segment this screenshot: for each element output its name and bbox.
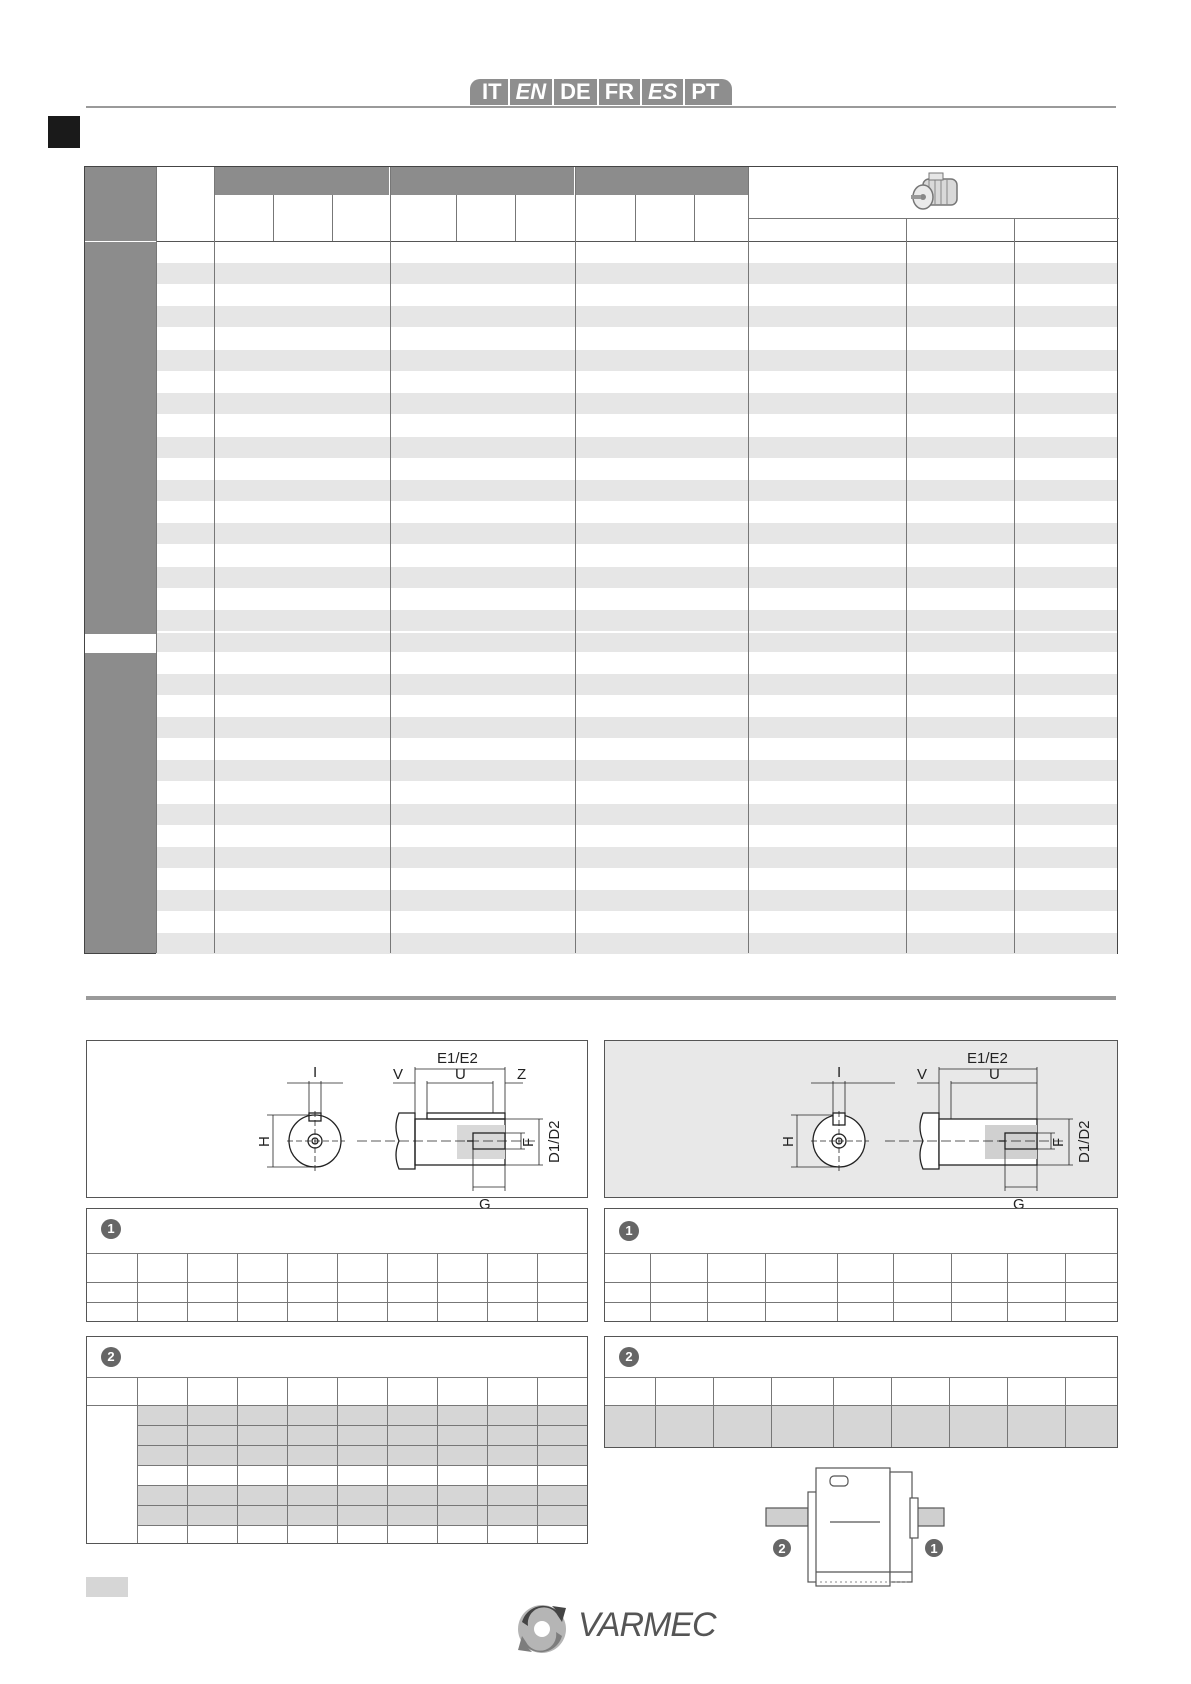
badge-two: 2 bbox=[101, 1347, 121, 1367]
table-subheader bbox=[575, 195, 635, 241]
table-row bbox=[156, 674, 1117, 695]
table-header-group-1 bbox=[214, 167, 389, 195]
badge-two-label: 2 bbox=[778, 1541, 786, 1556]
shaft-dimension-drawing bbox=[87, 1041, 587, 1213]
table-subheader bbox=[635, 195, 694, 241]
label-f: F bbox=[1050, 1137, 1067, 1147]
label-h: H bbox=[780, 1136, 797, 1147]
label-g: G bbox=[1013, 1196, 1025, 1213]
badge-one: 1 bbox=[619, 1221, 639, 1241]
table-row bbox=[156, 437, 1117, 458]
shaft-drawing-panel-right bbox=[604, 1040, 1118, 1213]
varmec-logo-icon bbox=[512, 1602, 574, 1656]
column-divider bbox=[214, 167, 215, 953]
label-u: U bbox=[455, 1066, 466, 1083]
table-row bbox=[156, 933, 1117, 954]
table-row bbox=[156, 804, 1117, 825]
dimension-table-1-right bbox=[604, 1208, 1118, 1322]
table-columns bbox=[605, 1253, 1117, 1321]
table-header-group-3 bbox=[576, 167, 748, 195]
tab-fr[interactable]: FR bbox=[599, 79, 640, 105]
label-d: D1/D2 bbox=[546, 1120, 563, 1163]
performance-table bbox=[84, 166, 1118, 954]
shaft-drawing-panel-left bbox=[86, 1040, 588, 1213]
table-subheader bbox=[273, 195, 332, 241]
table-row bbox=[156, 350, 1117, 371]
table-columns bbox=[605, 1377, 1117, 1447]
table-subheader bbox=[332, 195, 390, 241]
tab-en[interactable]: EN bbox=[510, 79, 553, 105]
dimension-table-2-right bbox=[604, 1336, 1118, 1448]
brand-name: VARMEC bbox=[578, 1606, 716, 1644]
motor-subheader bbox=[748, 219, 906, 241]
table-row bbox=[156, 890, 1117, 911]
label-d: D1/D2 bbox=[1076, 1120, 1093, 1163]
table-row bbox=[156, 717, 1117, 738]
label-i: I bbox=[837, 1064, 842, 1081]
label-f: F bbox=[520, 1137, 537, 1147]
label-v: V bbox=[917, 1066, 928, 1083]
table-subheader bbox=[694, 195, 748, 241]
column-divider bbox=[1014, 219, 1015, 953]
label-v: V bbox=[393, 1066, 404, 1083]
tab-it[interactable]: IT bbox=[470, 79, 508, 105]
section-rule bbox=[86, 996, 1116, 1000]
table-row bbox=[156, 523, 1117, 544]
badge-one: 1 bbox=[101, 1219, 121, 1239]
table-header-corner bbox=[85, 167, 156, 241]
table-group-label-2 bbox=[85, 653, 156, 953]
table-row bbox=[156, 567, 1117, 588]
table-header-ratio bbox=[156, 167, 215, 241]
motor-subheader bbox=[1014, 219, 1119, 241]
motor-subheader bbox=[906, 219, 1014, 241]
header-rule bbox=[86, 106, 1116, 108]
table-header-group-2 bbox=[391, 167, 574, 195]
table-row bbox=[156, 633, 1117, 652]
column-divider bbox=[748, 167, 749, 953]
dimension-table-1-left bbox=[86, 1208, 588, 1322]
table-group-label-1 bbox=[85, 242, 156, 634]
label-h: H bbox=[256, 1136, 273, 1147]
table-row bbox=[156, 480, 1117, 501]
tab-es[interactable]: ES bbox=[642, 79, 683, 105]
tab-pt[interactable]: PT bbox=[685, 79, 731, 105]
shaft-dimension-drawing bbox=[605, 1041, 1117, 1213]
section-marker bbox=[48, 116, 80, 148]
table-row bbox=[156, 760, 1117, 781]
badge-one-label: 1 bbox=[930, 1541, 938, 1556]
table-subheader bbox=[515, 195, 575, 241]
dimension-table-2-left bbox=[86, 1336, 588, 1544]
page-number-chip bbox=[86, 1577, 128, 1597]
label-g: G bbox=[479, 1196, 491, 1213]
table-columns bbox=[87, 1253, 587, 1321]
table-row bbox=[156, 847, 1117, 868]
badge-two: 2 bbox=[619, 1347, 639, 1367]
table-header-motor bbox=[748, 167, 1119, 219]
table-row bbox=[156, 393, 1117, 414]
label-u: U bbox=[989, 1066, 1000, 1083]
table-columns bbox=[87, 1377, 587, 1543]
table-subheader bbox=[214, 195, 273, 241]
label-i: I bbox=[313, 1064, 318, 1081]
column-divider bbox=[156, 167, 157, 953]
table-subheader bbox=[456, 195, 515, 241]
header-divider bbox=[156, 241, 1117, 242]
table-row bbox=[156, 263, 1117, 284]
column-divider bbox=[575, 167, 576, 953]
tab-de[interactable]: DE bbox=[554, 79, 597, 105]
motor-icon bbox=[909, 171, 965, 215]
table-row bbox=[156, 306, 1117, 327]
table-row bbox=[156, 610, 1117, 631]
column-divider bbox=[906, 219, 907, 953]
label-e: E1/E2 bbox=[967, 1050, 1008, 1067]
table-subheader bbox=[390, 195, 456, 241]
language-tabs bbox=[470, 79, 732, 105]
column-divider bbox=[390, 167, 391, 953]
label-z: Z bbox=[517, 1066, 527, 1083]
gearbox-illustration bbox=[760, 1462, 960, 1592]
label-e: E1/E2 bbox=[437, 1050, 478, 1067]
